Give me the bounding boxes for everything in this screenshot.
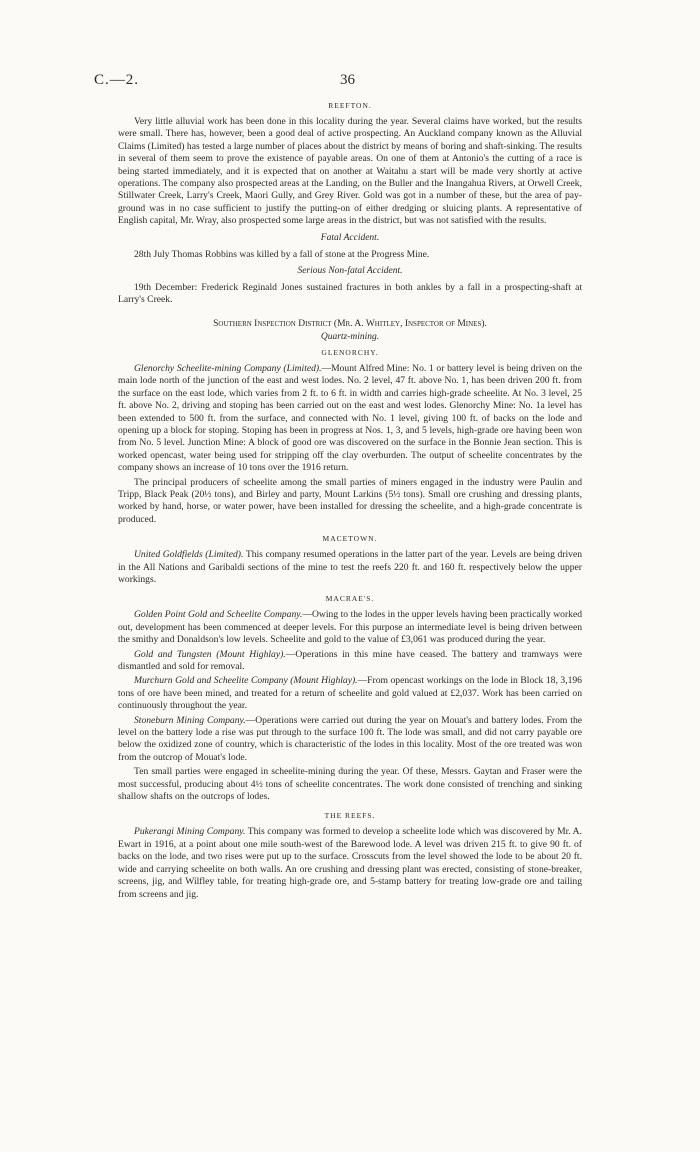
paragraph-text: This company was formed to develop a scheelite lode which was discovered by Mr. A. Ewart in 1916, at a point about one mile south-west of the Barewood lode. A level was driven 215 ft. to give 90 ft. of backs on the lode, and two rises were put up to the surface. Crosscuts from the level showed the lode to be about 20 ft. wide and carrying scheelite on both walls. An ore crushing and dressing plant was erected, consisting of stone-breaker, screens, jig, and Wilfley table, for treating high-grade ore, and 5-stamp battery for treating low-grade ore and tailing from screens and jig. [118,826,582,900]
section-heading-macraes: MACRAE'S. [325,594,375,604]
paragraph-text: This company resumed operations in the latter part of the year. Levels are being driven in the All Nations and Garibaldi sections of the mine to test the reefs 220 ft. and 160 ft. respectively below the upper workings. [118,549,582,585]
section-heading-macetown: MACETOWN. [322,534,378,544]
paragraph-text: —Operations in this mine have ceased. The battery and tramways were dismantled and sold for removal. [118,648,582,672]
company-name: Stoneburn Mining Company. [134,714,246,726]
serious-accident-heading: Serious Non-fatal Accident. [297,266,403,277]
paragraph-text: —Mount Alfred Mine: No. 1 or battery level is being driven on the main lode north of the junction of the east and west lodes. No. 2 level, 47 ft. above No. 1, has been driven 200 ft. from the surface on the east lode, which varies from 2 ft. to 6 ft. in width and carries high-grade scheelite. At No. 3 level, 25 ft. above No. 2, driving and stoping has been carried out on the east and west lodes. Glenorchy Mine: No. 1a level has been extended to 500 ft. from the surface, and connected with No. 1 level, giving 100 ft. of backs on the lode and opening up a block for stoping. Stoping has been in progress at Nos. 1, 3, and 5 levels, high-grade ore having been won from No. 5 level. Junction Mine: A block of good ore was discovered on the surface in the Bonnie Jean section. This is worked opencast, water being used for stripping off the clay overburden. The output of scheelite concentrates by the company shows an increase of 10 tons over the 1916 return. [118,362,582,474]
paragraph-text: —From opencast workings on the lode in Block 18, 3,196 tons of ore have been mined, and treated for a return of scheelite and gold valued at £2,037. Work has been carried on continuously throughout the year. [118,675,582,712]
running-head [94,72,582,98]
paragraph-text: —Owing to the lodes in the upper levels having been practically worked out, development has been commenced at deeper levels. For this purpose an intermediate level is being driven between the smithy and Donaldson's low levels. Scheelite and gold to the value of £3,061 was produced during the year. [118,609,582,646]
district-heading: Southern Inspection District (Mr. A. Whitley, Inspector of Mines). [213,318,487,329]
company-name: Murchurn Gold and Scheelite Company (Mount Highlay). [134,675,358,687]
page-number: 36 [340,72,355,88]
document-reference: C.—2. [94,72,140,88]
glenorchy-paragraph-2: The principal producers of scheelite among the small parties of miners engaged in the industry were Paulin and Tripp, Black Peak (20½ tons), and Birley and party, Mount Larkins (5½ tons). Small ore crushing and dressing plants, worked by hand, horse, or water power, have been installed for dressing the scheelite, and a high-grade concentrate is produced. [118,476,582,525]
section-heading-the-reefs: THE REEFS. [324,811,376,821]
macraes-paragraph-4 [118,715,582,765]
macraes-paragraph-2 [118,649,582,674]
section-heading-reefton: REEFTON. [328,101,372,110]
macraes-paragraph-3 [118,675,582,712]
reefs-paragraph [118,826,582,900]
company-name: Glenorchy Scheelite-mining Company (Limited). [134,362,322,374]
reefton-paragraph: Very little alluvial work has been done in this locality during the year. Several claims have worked, but the results were small. There has, however, been a good deal of active prospecting. An Auckland company known as the Alluvial Claims (Limited) has tested a large number of places about the district by means of boring and shaft-sinking. The results in several of them seem to prove the existence of payable areas. On one of them at Antonio's the cutting of a race is being started immediately, and it is expected that on another at Waitahu a start will be made very shortly at active operations. The company also prospected areas at the Landing, on the Buller and the Inangahua Rivers, at Orwell Creek, Stillwater Creek, Larry's Creek, Maori Gully, and Grey River. Gold was got in a number of these, but the area of pay-ground was in no case sufficient to justify the putting-on of either dredging or sluicing plants. A representative of English capital, Mr. Wray, also prospected some large areas in the district, but was not satisfied with the results. [118,116,582,227]
company-name: Pukerangi Mining Company. [134,826,246,838]
macetown-paragraph [118,549,582,586]
company-name: Golden Point Gold and Scheelite Company. [134,609,303,621]
paragraph-text: —Operations were carried out during the year on Mouat's and battery lodes. From the level on the battery lode a rise was put through to the surface 100 ft. The lode was small, and did not carry payable ore below the oxidized zone of country, which is characteristic of the lodes in this locality. Most of the ore treated was won from the outcrop of Mouat's lode. [118,714,582,763]
macraes-paragraph-5: Ten small parties were engaged in scheelite-mining during the year. Of these, Messrs. Gaytan and Fraser were the most successful, producing about 4½ tons of scheelite concentrates. The work done consisted of trenching and sinking shallow shafts on the outcrops of lodes. [118,766,582,803]
glenorchy-paragraph-1 [118,363,582,475]
section-heading-glenorchy: GLENORCHY. [321,347,379,357]
company-name: Gold and Tungsten (Mount Highlay). [134,648,286,660]
macraes-paragraph-1 [118,609,582,646]
fatal-accident-entry: 28th July Thomas Robbins was killed by a fall of stone at the Progress Mine. [134,248,430,260]
quartz-mining-heading: Quartz-mining. [320,331,380,342]
company-name: United Goldfields (Limited). [134,549,244,561]
serious-accident-entry: 19th December: Frederick Reginald Jones sustained fractures in both ankles by a fall in a prospecting-shaft at Larry's Creek. [118,282,582,306]
fatal-accident-heading: Fatal Accident. [320,232,380,243]
